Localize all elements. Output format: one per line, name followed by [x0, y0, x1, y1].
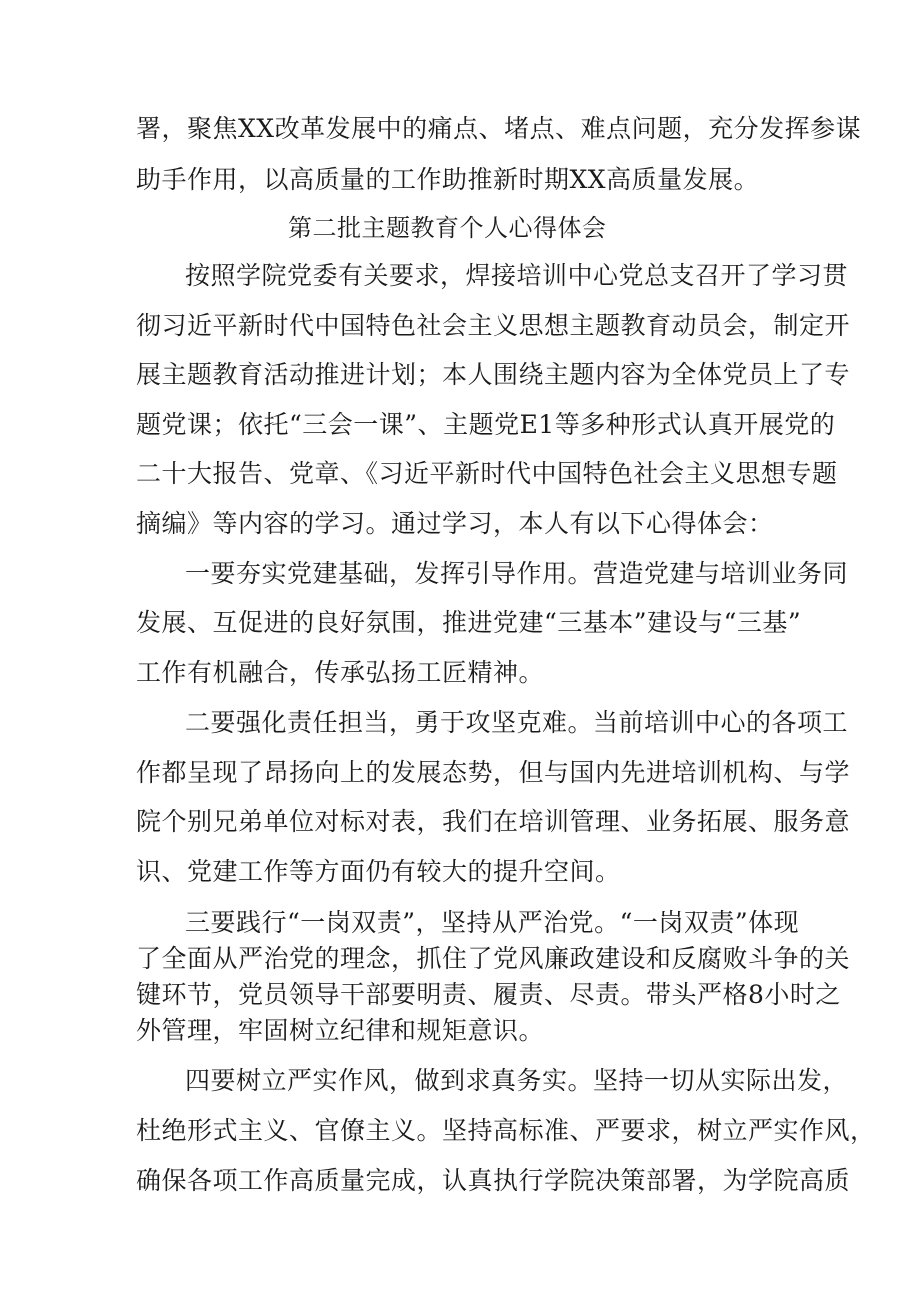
intro-line-4: 题党课；依托“三会一课”、主题党E1等多种形式认真开展党的 — [136, 410, 836, 439]
point1-line-1: 一要夯实党建基础，发挥引导作用。营造党建与培训业务同 — [185, 559, 849, 588]
point4-line-2: 杜绝形式主义、官僚主义。坚持高标准、严要求，树立严实作风， — [136, 1116, 876, 1145]
point3-line-2: 了全面从严治党的理念，抓住了党风廉政建设和反腐败斗争的关 — [136, 944, 851, 973]
point2-line-3: 院个别兄弟单位对标对表，我们在培训管理、业务拓展、服务意 — [136, 807, 851, 836]
point2-line-2: 作都呈现了昂扬向上的发展态势，但与国内先进培训机构、与学 — [136, 758, 851, 787]
point2-line-1: 二要强化责任担当，勇于攻坚克难。当前培训中心的各项工 — [185, 708, 849, 737]
continuation-line-1: 署，聚焦XX改革发展中的痛点、堵点、难点问题，充分发挥参谋 — [136, 114, 862, 143]
intro-line-5: 二十大报告、党章、《习近平新时代中国特色社会主义思想专题 — [136, 459, 838, 488]
point3-line-4: 外管理，牢固树立纪律和规矩意识。 — [136, 1016, 545, 1045]
document-title: 第二批主题教育个人心得体会 — [288, 214, 607, 242]
point1-line-3: 工作有机融合，传承弘扬工匠精神。 — [136, 658, 545, 687]
intro-line-3: 展主题教育活动推进计划；本人围绕主题内容为全体党员上了专 — [136, 360, 851, 389]
intro-line-6: 摘编》等内容的学习。通过学习，本人有以下心得体会： — [136, 509, 774, 538]
point3-line-3: 键环节，党员领导干部要明责、履责、尽责。带头严格8小时之 — [136, 980, 841, 1009]
point4-line-1: 四要树立严实作风，做到求真务实。坚持一切从实际出发， — [185, 1066, 849, 1095]
intro-line-1: 按照学院党委有关要求，焊接培训中心党总支召开了学习贯 — [185, 261, 849, 290]
point3-line-1: 三要践行“一岗双责”，坚持从严治党。“一岗双责”体现 — [185, 908, 800, 937]
point4-line-3: 确保各项工作高质量完成，认真执行学院决策部署，为学院高质 — [136, 1166, 851, 1195]
point2-line-4: 识、党建工作等方面仍有较大的提升空间。 — [136, 857, 621, 886]
intro-line-2: 彻习近平新时代中国特色社会主义思想主题教育动员会，制定开 — [136, 311, 851, 340]
continuation-line-2: 助手作用，以高质量的工作助推新时期XX高质量发展。 — [136, 165, 760, 194]
point1-line-2: 发展、互促进的良好氛围，推进党建“三基本”建设与“三基” — [136, 608, 802, 637]
